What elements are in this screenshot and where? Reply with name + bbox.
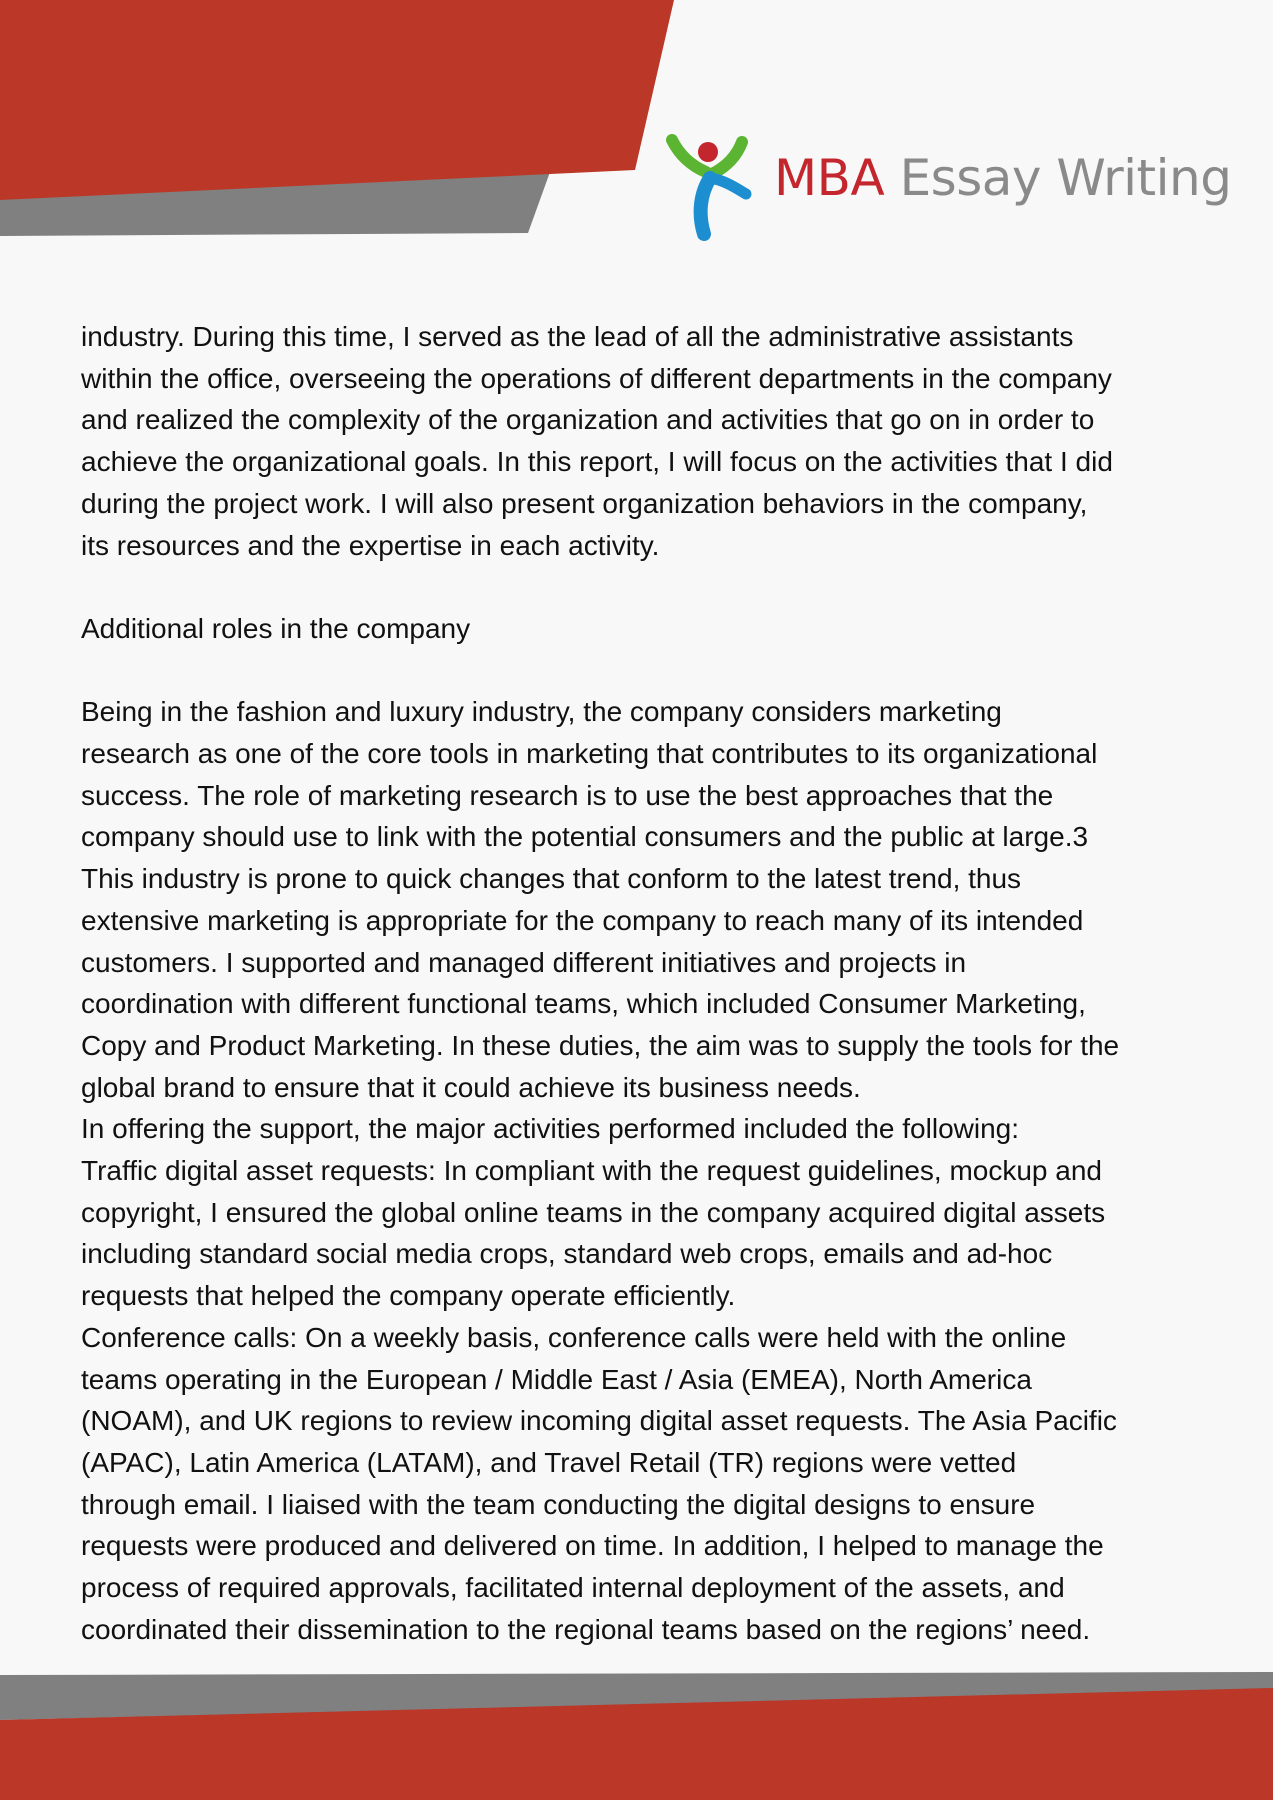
footer-red-band (0, 1688, 1273, 1800)
header-red-band (0, 0, 674, 200)
logo-figure-icon (664, 130, 764, 242)
footer-gray-band (0, 1672, 1273, 1720)
paragraph-spacer (81, 566, 1216, 608)
logo-wordmark (774, 146, 1231, 210)
body-paragraph: In offering the support, the major activities performed included the following: (81, 1113, 1019, 1145)
body-paragraph: Traffic digital asset requests: In compliant with the request guidelines, mockup and copyright, I ensured the global online teams in the company acquired digital assets including standard social media crops, standard web crops, emails and ad-hoc requests that helped the company operate efficiently. (81, 1155, 1106, 1312)
brand-logo (664, 130, 1264, 242)
body-paragraph: Being in the fashion and luxury industry, the company considers marketing research as one of the core tools in marketing that contributes to its organizational success. The role of marketing research is to use the best approaches that the company should use to link with the potential consumers and the public at large.3 This industry is prone to quick changes that conform to the latest trend, thus extensive marketing is appropriate for the company to reach many of its intended customers. I supported and managed different initiatives and projects in coordination with different functional teams, which included Consumer Marketing, Copy and Product Marketing. In these duties, the aim was to supply the tools for the global brand to ensure that it could achieve its business needs. (81, 696, 1120, 1103)
body-paragraph: Conference calls: On a weekly basis, conference calls were held with the online teams operating in the European / Middle East / Asia (EMEA), North America (NOAM), and UK regions to review incoming digital asset requests. The Asia Pacific (APAC), Latin America (LATAM), and Travel Retail (TR) regions were vetted through email. I liaised with the team conducting the digital designs to ensure requests were produced and delivered on time. In addition, I helped to manage the process of required approvals, facilitated internal deployment of the assets, and coordinated their dissemination to the regional teams based on the regions’ need. (81, 1321, 1117, 1645)
logo-mba-text: MBA (774, 149, 885, 207)
document-body (81, 316, 1216, 1650)
paragraph-spacer (81, 650, 1216, 692)
section-heading: Additional roles in the company (81, 612, 471, 644)
body-paragraph: industry. During this time, I served as the lead of all the administrative assistants within the office, overseeing the operations of different departments in the company and realized the complexity of the organization and activities that go on in order to achieve the organizational goals. In this report, I will focus on the activities that I did during the project work. I will also present organization behaviors in the company, its resources and the expertise in each activity. (81, 321, 1113, 561)
logo-essay-writing-text: Essay Writing (899, 149, 1232, 207)
